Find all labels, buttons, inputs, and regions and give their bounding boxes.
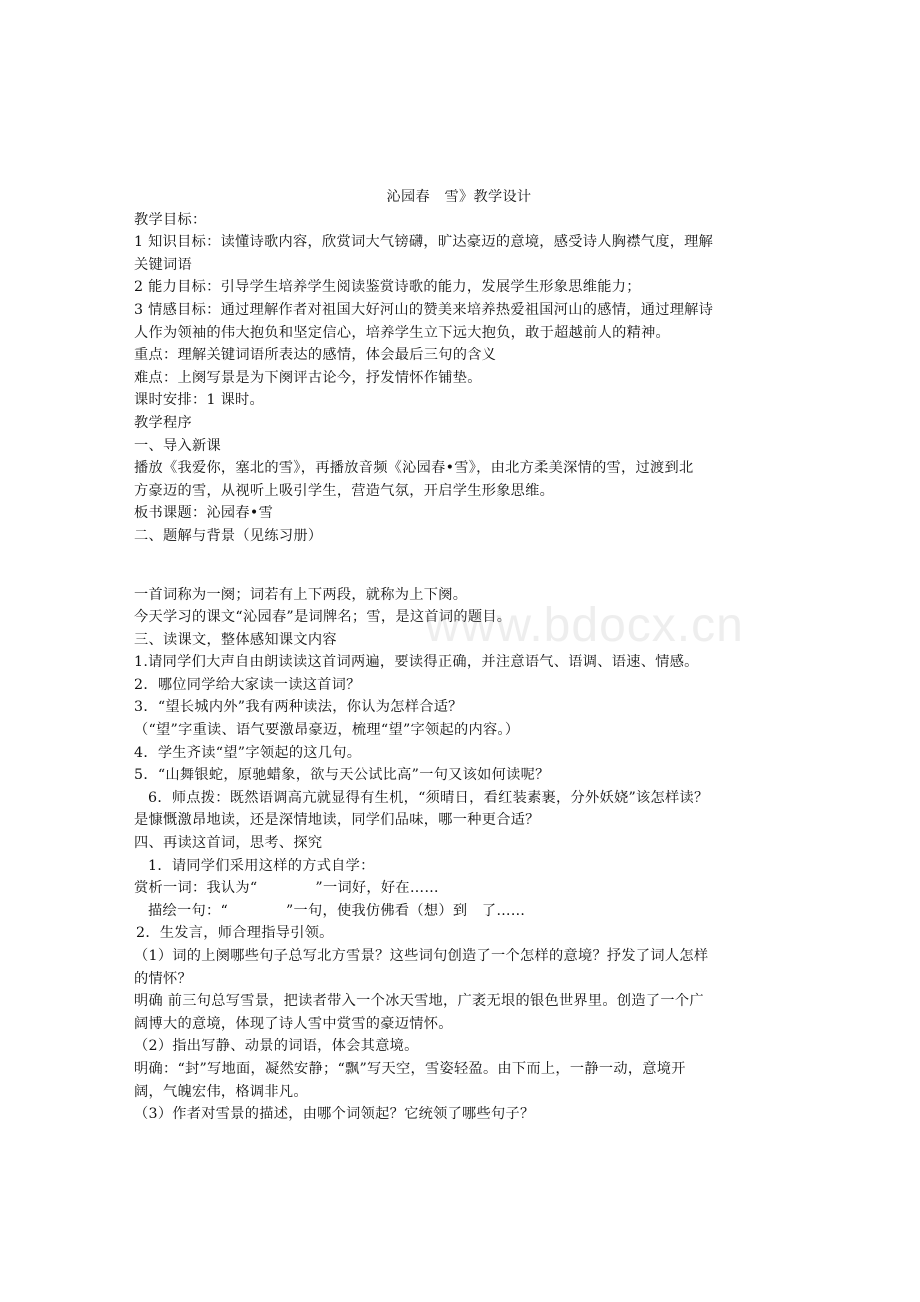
doc-line: 5．“山舞银蛇，原驰蜡象，欲与天公试比高”一句又该如何读呢？	[134, 767, 550, 784]
doc-line: 明确 前三句总写雪景，把读者带入一个冰天雪地，广袤无垠的银色世界里。创造了一个广	[134, 993, 704, 1010]
doc-line: 一首词称为一阕；词若有上下两段，就称为上下阕。	[134, 586, 468, 603]
doc-line: 描绘一句：“ ”一句，使我仿佛看（想）到 了……	[148, 902, 526, 919]
document-title: 沁园春 雪》教学设计	[386, 189, 532, 205]
doc-line: 阔博大的意境，体现了诗人雪中赏雪的豪迈情怀。	[134, 1015, 453, 1032]
doc-line: 重点：理解关键词语所表达的感情，体会最后三句的含义	[134, 347, 497, 364]
document-body	[134, 186, 784, 1126]
doc-line: 方豪迈的雪，从视听上吸引学生，营造气氛，开启学生形象思维。	[134, 482, 555, 499]
doc-line: 播放《我爱你，塞北的雪》，再播放音频《沁园春•雪》，由北方柔美深情的雪，过渡到北	[134, 460, 694, 477]
doc-line: 教学目标：	[134, 211, 207, 228]
blank-gap	[134, 548, 784, 584]
doc-line: 一、导入新课	[134, 437, 221, 454]
doc-line: 的情怀？	[134, 970, 192, 987]
watermark: www.bdocx.cn	[425, 599, 744, 652]
doc-line: 2 能力目标：引导学生培养学生阅读鉴赏诗歌的能力，发展学生形象思维能力；	[134, 279, 641, 296]
doc-line: 6．师点拨：既然语调高亢就显得有生机，“须晴日，看红装素裹，分外妖娆”该怎样读？	[148, 789, 709, 806]
doc-line: 难点：上阕写景是为下阕评古论今，抒发情怀作铺垫。	[134, 369, 482, 386]
doc-line: 1 知识目标：读懂诗歌内容，欣赏词大气镑礴，旷达豪迈的意境，感受诗人胸襟气度，理解	[134, 234, 714, 251]
doc-line: 板书课题：沁园春•雪	[134, 505, 274, 522]
doc-line: 关键词语	[134, 256, 192, 273]
doc-line: 明确：“封”写地面，凝然安静；“飘”写天空，雪姿轻盈。由下而上，一静一动，意境开	[134, 1060, 686, 1077]
doc-line: 4．学生齐读“望”字领起的这几句。	[134, 744, 362, 761]
doc-line: 今天学习的课文“沁园春”是词牌名；雪，是这首词的题目。	[134, 609, 512, 626]
doc-line: 四、再读这首词，思考、探究	[134, 835, 323, 852]
doc-line: 2．生发言，师合理指导引领。	[136, 925, 334, 942]
doc-line: 是慷慨激昂地读，还是深情地读，同学们品味，哪一种更合适？	[134, 812, 540, 829]
doc-line: 人作为领袖的伟大抱负和坚定信心，培养学生立下远大抱负，敢于超越前人的精神。	[134, 324, 671, 341]
doc-line: 教学程序	[134, 414, 192, 431]
doc-line: 1．请同学们采用这样的方式自学：	[148, 857, 375, 874]
doc-line: （2）指出写静、动景的词语，体会其意境。	[134, 1038, 419, 1055]
doc-line: 三、读课文，整体感知课文内容	[134, 631, 337, 648]
doc-line: 二、题解与背景（见练习册）	[134, 527, 323, 544]
doc-line: 3．“望长城内外”我有两种读法，你认为怎样合适？	[134, 699, 463, 716]
doc-line: 2．哪位同学给大家读一读这首词？	[134, 676, 361, 693]
doc-line: （1）词的上阕哪些句子总写北方雪景？这些词句创造了一个怎样的意境？抒发了词人怎样	[134, 948, 709, 964]
doc-line: 赏析一词：我认为“ ”一词好，好在……	[134, 880, 439, 897]
doc-line: 课时安排：1 课时。	[134, 392, 265, 409]
doc-line: （“望”字重读、语气要激昂豪迈，梳理“望”字领起的内容。）	[134, 722, 520, 739]
doc-line: 1.请同学们大声自由朗读读这首词两遍，要读得正确，并注意语气、语调、语速、情感。	[134, 654, 699, 671]
doc-line: 3 情感目标：通过理解作者对祖国大好河山的赞美来培养热爱祖国河山的感情，通过理解诗	[134, 301, 714, 318]
doc-line: （3）作者对雪景的描述，由哪个词领起？它统领了哪些句子？	[134, 1106, 535, 1123]
doc-line: 阔，气魄宏伟，格调非凡。	[134, 1083, 308, 1100]
